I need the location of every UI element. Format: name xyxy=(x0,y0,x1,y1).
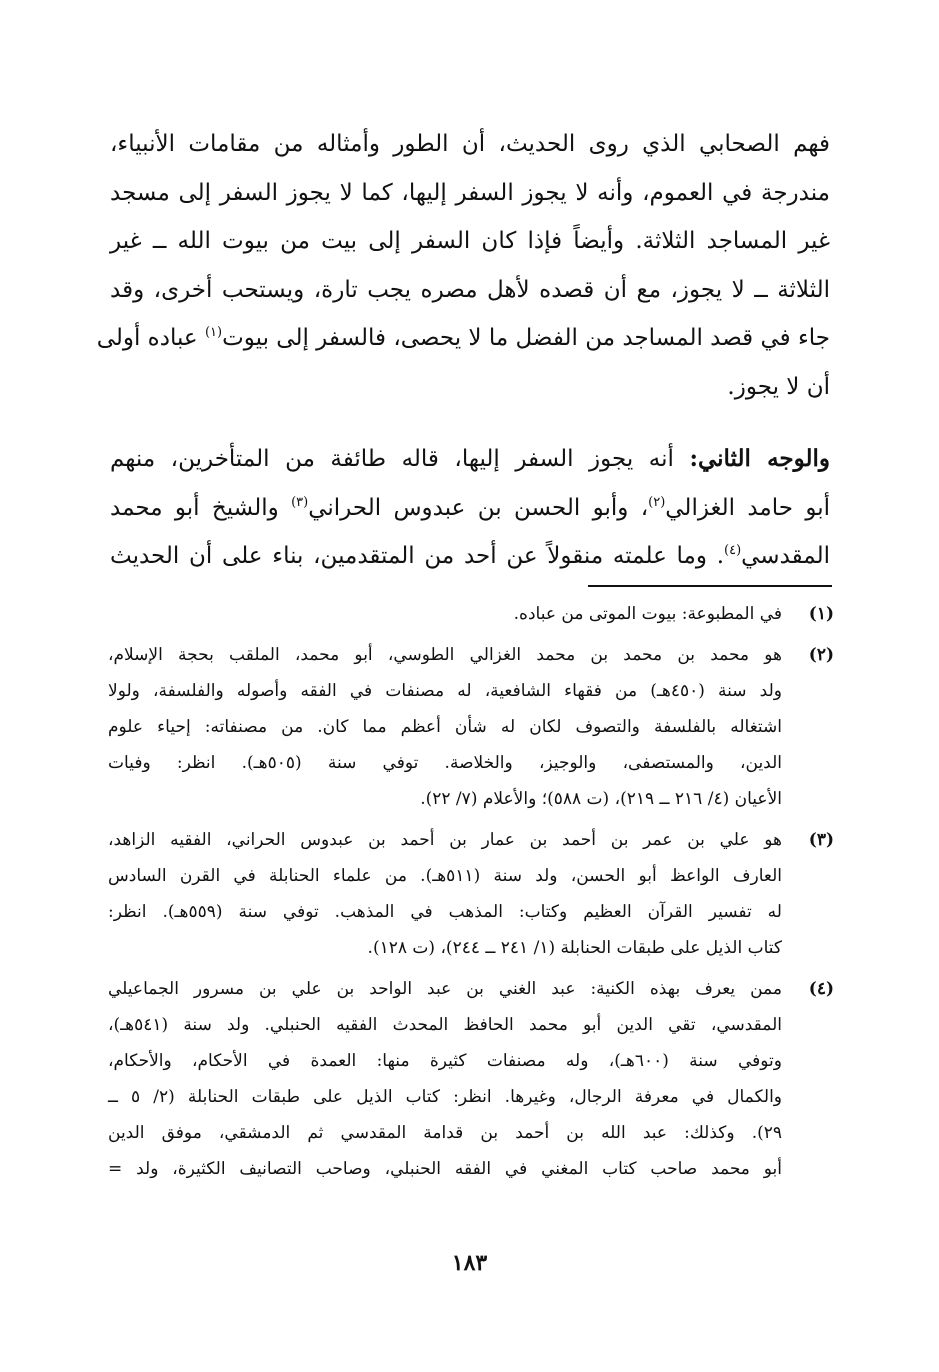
page-number: ١٨٣ xyxy=(451,1250,488,1276)
paragraph-lead: والوجه الثاني: xyxy=(689,445,830,472)
footnote-marker: (٤) xyxy=(724,543,742,558)
text-line xyxy=(110,532,830,581)
footnote-line: له تفسير القرآن العظيم وكتاب: المذهب في المذهب. توفي سنة (٥٥٩هـ). انظر: xyxy=(108,902,782,922)
text-segment: والشيخ أبو محمد xyxy=(110,494,279,521)
footnote-line: ولد سنة (٤٥٠هـ) من فقهاء الشافعية، له مصنفات في الفقه وأصوله والفلسفة، ولولا xyxy=(108,681,782,701)
footnote-line: اشتغاله بالفلسفة والتصوف لكان له شأن أعظم مما كان. من مصنفاته: إحياء علوم xyxy=(108,717,782,737)
footnote xyxy=(108,596,834,632)
text-segment: جاء في قصد المساجد من الفضل ما لا يحصى، فالسفر إلى بيوت xyxy=(222,325,830,351)
text-segment: ، وأبو الحسن بن عبدوس الحراني xyxy=(308,494,649,521)
footnote-number: (١) xyxy=(808,604,834,624)
footnote-number: (٣) xyxy=(808,830,834,850)
footnote-line: المقدسي، تقي الدين أبو محمد الحافظ المحدث الفقيه الحنبلي. ولد سنة (٥٤١هـ)، xyxy=(108,1015,782,1035)
text-line xyxy=(110,435,830,484)
text-segment: عباده أولى xyxy=(96,325,198,351)
footnote xyxy=(108,637,834,817)
footnote-line: كتاب الذيل على طبقات الحنابلة (١/ ٢٤١ ــ ٢٤٤)، (ت ١٢٨). xyxy=(367,938,782,958)
footnote-line: هو علي بن عمر بن أحمد بن عمار بن أحمد بن عبدوس الحراني، الفقيه الزاهد، xyxy=(108,830,782,850)
footnote-line: هو محمد بن محمد بن محمد الغزالي الطوسي، أبو محمد، الملقب بحجة الإسلام، xyxy=(108,645,782,665)
footnote-line: أبو محمد صاحب كتاب المغني في الفقه الحنبلي، وصاحب التصانيف الكثيرة، ولد = xyxy=(108,1159,782,1179)
paragraph-gap xyxy=(110,411,830,435)
footnote xyxy=(108,971,834,1187)
footnote-line: وتوفي سنة (٦٠٠هـ)، وله مصنفات كثيرة منها: العمدة في الأحكام، والأحكام، xyxy=(108,1051,783,1071)
footnote-marker: (٣) xyxy=(291,494,309,510)
footnote-number: (٢) xyxy=(808,645,834,665)
text-segment: أنه يجوز السفر إليها، قاله طائفة من المتأخرين، منهم xyxy=(110,446,674,472)
footnote-line: العارف الواعظ أبو الحسن، ولد سنة (٥١١هـ). من علماء الحنابلة في القرن السادس xyxy=(108,866,782,886)
main-text xyxy=(96,120,830,581)
text-line: الثلاثة ــ لا يجوز، مع أن قصده لأهل مصره يجب تارة، ويستحب أخرى، وقد xyxy=(110,276,830,303)
footnote-marker: (٢) xyxy=(648,494,666,510)
text-segment: أبو حامد الغزالي xyxy=(665,494,830,521)
text-segment: المقدسي xyxy=(741,543,830,569)
footnote-line: الأعيان (٤/ ٢١٦ ــ ٢١٩)، (ت ٥٨٨)؛ والأعلام (٧/ ٢٢). xyxy=(420,789,782,809)
text-line: فهم الصحابي الذي روى الحديث، أن الطور وأمثاله من مقامات الأنبياء، xyxy=(110,131,830,157)
footnote-line: ممن يعرف بهذه الكنية: عبد الغني بن عبد الواحد بن علي بن مسرور الجماعيلي xyxy=(108,979,782,999)
text-segment: . وما علمته منقولاً عن أحد من المتقدمين، بناء على أن الحديث xyxy=(110,543,724,569)
footnotes xyxy=(108,596,834,1192)
footnote xyxy=(108,822,834,966)
text-line: مندرجة في العموم، وأنه لا يجوز السفر إليها، كما لا يجوز السفر إلى مسجد xyxy=(110,179,830,206)
footnote-marker: (١) xyxy=(204,325,223,340)
paragraph-2 xyxy=(110,435,830,581)
text-line: غير المساجد الثلاثة. وأيضاً فإذا كان السفر إلى بيت من بيوت الله ــ غير xyxy=(110,228,830,254)
text-line: أن لا يجوز. xyxy=(727,373,830,400)
footnote-line: في المطبوعة: بيوت الموتى من عباده. xyxy=(513,604,782,624)
footnote-line: والكمال في معرفة الرجال، وغيرها. انظر: كتاب الذيل على طبقات الحنابلة (٢/ ٥ ــ xyxy=(108,1087,783,1107)
text-line xyxy=(96,314,830,363)
footnote-number: (٤) xyxy=(808,979,834,999)
footnote-line: ٢٩). وكذلك: عبد الله بن أحمد بن قدامة المقدسي ثم الدمشقي، موفق الدين xyxy=(108,1123,782,1143)
footnote-separator xyxy=(588,585,832,587)
paragraph-1 xyxy=(96,120,830,411)
text-line xyxy=(110,484,830,533)
footnote-line: الدين، والمستصفى، والوجيز، والخلاصة. توفي سنة (٥٠٥هـ). انظر: وفيات xyxy=(108,753,783,773)
